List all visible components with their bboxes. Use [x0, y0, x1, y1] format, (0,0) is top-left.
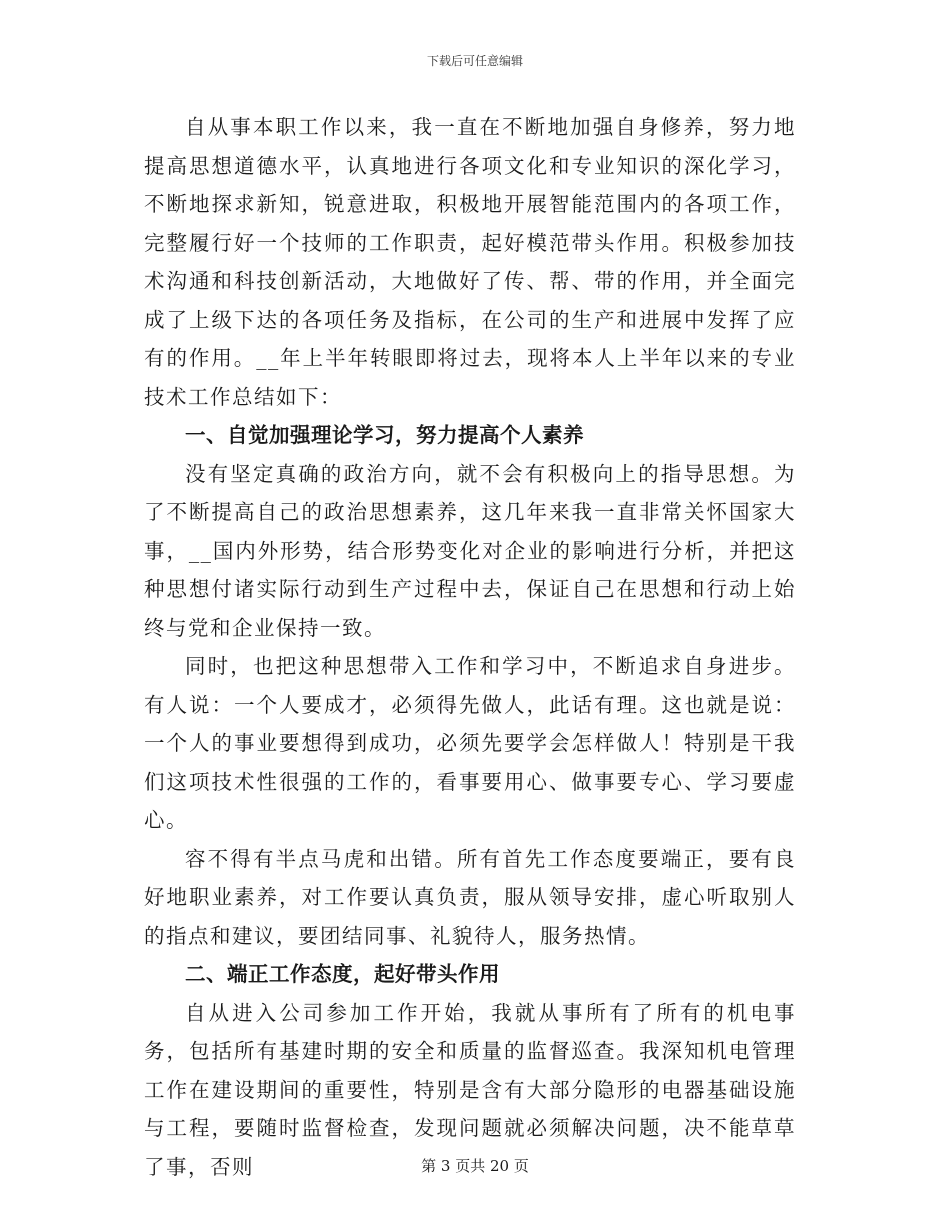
page-number-footer: 第 3 页共 20 页	[421, 1157, 529, 1175]
section-heading-2: 二、端正工作态度，起好带头作用	[185, 962, 500, 986]
body-paragraph: 没有坚定真确的政治方向，就不会有积极向上的指导思想。为了不断提高自己的政治思想素养，这几年来我一直非常关怀国家大事，__国内外形势，结合形势变化对企业的影响进行分析，并把这种思想付诸实际行动到生产过程中去，保证自己在思想和行动上始终与党和企业保持一致。	[144, 461, 796, 640]
section-heading-1: 一、自觉加强理论学习，努力提高个人素养	[185, 423, 584, 447]
document-body	[144, 108, 796, 1186]
header-note: 下载后可任意编辑	[426, 54, 523, 68]
body-paragraph: 自从进入公司参加工作开始，我就从事所有了所有的机电事务，包括所有基建时期的安全和质量的监督巡查。我深知机电管理工作在建设期间的重要性，特别是含有大部分隐形的电器基础设施与工程，要随时监督检查，发现问题就必须解决问题，决不能草草了事，否则	[144, 1000, 796, 1179]
body-paragraph: 同时，也把这种思想带入工作和学习中，不断追求自身进步。有人说：一个人要成才，必须得先做人，此话有理。这也就是说：一个人的事业要想得到成功，必须先要学会怎样做人！特别是干我们这项技术性很强的工作的，看事要用心、做事要专心、学习要虚心。	[144, 654, 796, 832]
body-paragraph: 容不得有半点马虎和出错。所有首先工作态度要端正，要有良好地职业素养，对工作要认真负责，服从领导安排，虚心听取别人的指点和建议，要团结同事、礼貌待人，服务热情。	[144, 846, 796, 948]
intro-paragraph: 自从事本职工作以来，我一直在不断地加强自身修养，努力地提高思想道德水平，认真地进行各项文化和专业知识的深化学习，不断地探求新知，锐意进取，积极地开展智能范围内的各项工作，完整履行好一个技师的工作职责，起好模范带头作用。积极参加技术沟通和科技创新活动，大地做好了传、帮、带的作用，并全面完成了上级下达的各项任务及指标，在公司的生产和进展中发挥了应有的作用。__年上半年转眼即将过去，现将本人上半年以来的专业技术工作总结如下：	[144, 115, 796, 409]
